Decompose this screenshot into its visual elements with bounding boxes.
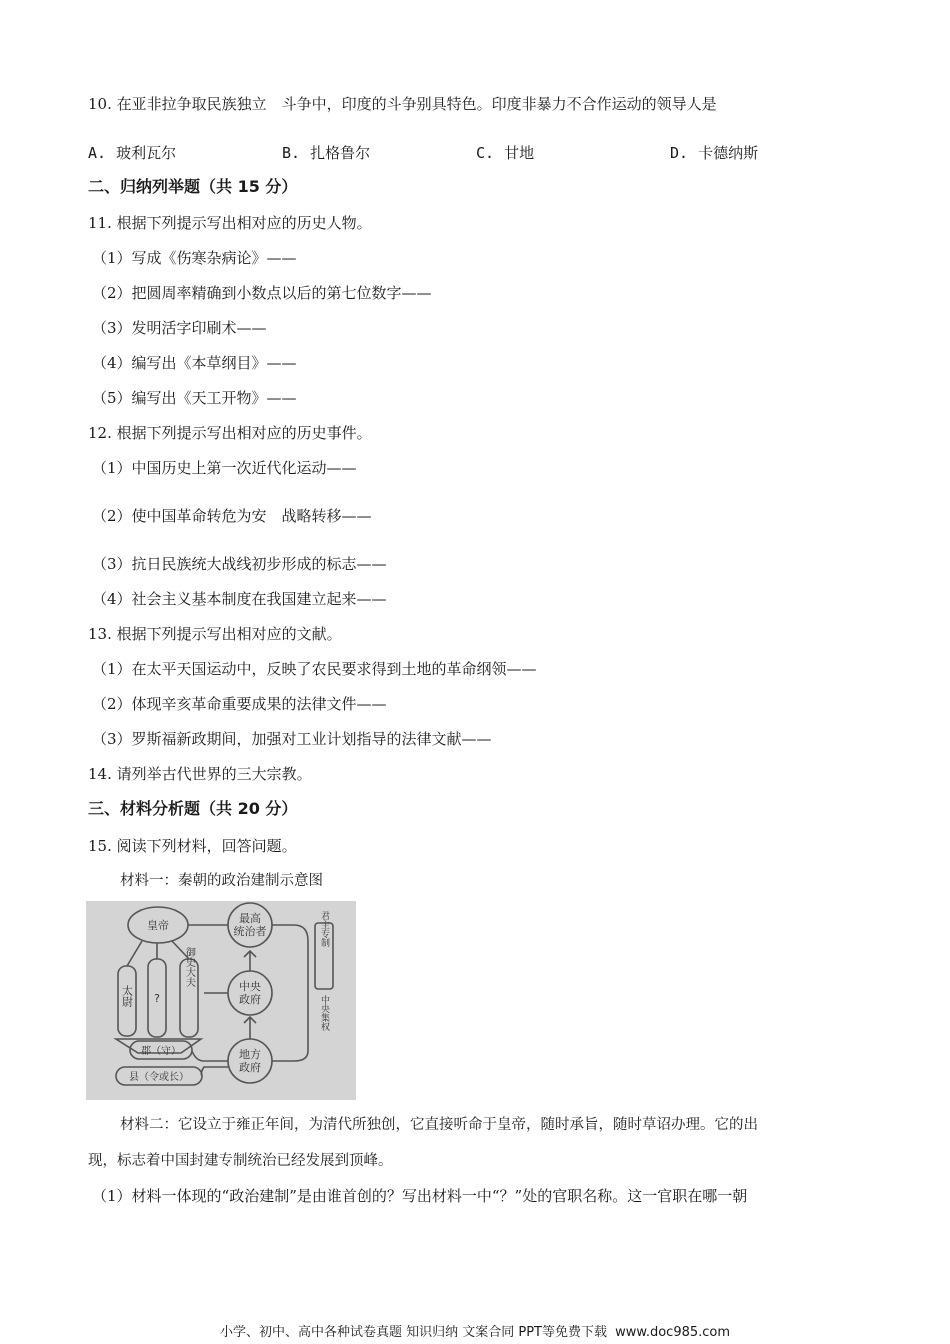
central-gov-label-2: 政府 — [239, 993, 261, 1006]
option-text: 卡德纳斯 — [698, 144, 759, 162]
unknown-official-label: ? — [154, 992, 160, 1005]
q11-stem: 11. 根据下列提示写出相对应的历史人物。 — [88, 214, 372, 232]
q10-option-c — [476, 143, 534, 163]
option-letter: D. — [670, 144, 689, 162]
q10-stem: 10. 在亚非拉争取民族独立 斗争中，印度的斗争别具特色。印度非暴力不合作运动的领导人是 — [88, 95, 717, 113]
section-2-title: 二、归纳列举题（共 15 分） — [88, 177, 298, 196]
q10-option-a — [88, 143, 176, 163]
q11-item-3: （3）发明活字印刷术—— — [92, 319, 267, 337]
autocracy-label: 君主专制 — [319, 911, 329, 947]
q12-item-4: （4）社会主义基本制度在我国建立起来—— — [92, 590, 387, 608]
q10-option-d — [670, 143, 758, 163]
q11-item-5: （5）编写出《天工开物》—— — [92, 389, 297, 407]
qin-political-structure-diagram — [86, 901, 356, 1100]
q14-stem: 14. 请列举古代世界的三大宗教。 — [88, 765, 312, 783]
jun-label: 郡（守） — [141, 1046, 181, 1057]
q12-stem: 12. 根据下列提示写出相对应的历史事件。 — [88, 424, 372, 442]
central-gov-label-1: 中央 — [239, 980, 261, 993]
local-gov-label-1: 地方 — [239, 1048, 261, 1061]
q12-item-3: （3）抗日民族统大战线初步形成的标志—— — [92, 555, 387, 573]
taiwei-label: 太尉 — [120, 985, 134, 1007]
q11-item-4: （4）编写出《本草纲目》—— — [92, 354, 297, 372]
footer-site-link[interactable]: www.doc985.com — [615, 1325, 731, 1340]
q13-item-2: （2）体现辛亥革命重要成果的法律文件—— — [92, 695, 387, 713]
q11-item-1: （1）写成《伤寒杂病论》—— — [92, 249, 297, 267]
material-2-line-2: 现，标志着中国封建专制统治已经发展到顶峰。 — [88, 1153, 393, 1169]
option-letter: B. — [282, 144, 301, 162]
emperor-label: 皇帝 — [147, 919, 169, 932]
q13-item-3: （3）罗斯福新政期间，加强对工业计划指导的法律文献—— — [92, 730, 492, 748]
material-1-caption: 材料一：秦朝的政治建制示意图 — [120, 873, 323, 889]
option-text: 扎格鲁尔 — [310, 144, 371, 162]
option-letter: C. — [476, 144, 495, 162]
yushi-label: 御史大夫 — [183, 947, 195, 987]
q15-sub-1: （1）材料一体现的“政治建制”是由谁首创的？写出材料一中“？”处的官职名称。这一官职在哪一朝 — [92, 1187, 748, 1205]
option-text: 甘地 — [504, 144, 535, 162]
centralization-label: 中央集权 — [319, 995, 329, 1031]
q12-item-2: （2）使中国革命转危为安 战略转移—— — [92, 507, 372, 525]
supreme-ruler-label-2: 统治者 — [233, 925, 267, 938]
q13-stem: 13. 根据下列提示写出相对应的文献。 — [88, 625, 342, 643]
q13-item-1: （1）在太平天国运动中，反映了农民要求得到土地的革命纲领—— — [92, 660, 537, 678]
xian-label: 县（令或长） — [129, 1072, 189, 1083]
local-gov-label-2: 政府 — [239, 1061, 261, 1074]
page-footer — [0, 1324, 950, 1342]
option-letter: A. — [88, 144, 107, 162]
material-2-line-1: 材料二：它设立于雍正年间，为清代所独创，它直接听命于皇帝，随时承旨，随时草诏办理。它的出 — [120, 1117, 758, 1133]
section-3-title: 三、材料分析题（共 20 分） — [88, 799, 298, 818]
option-text: 玻利瓦尔 — [116, 144, 177, 162]
q11-item-2: （2）把圆周率精确到小数点以后的第七位数字—— — [92, 284, 432, 302]
q12-item-1: （1）中国历史上第一次近代化运动—— — [92, 459, 357, 477]
q15-stem: 15. 阅读下列材料，回答问题。 — [88, 837, 297, 855]
footer-text: 小学、初中、高中各种试卷真题 知识归纳 文案合同 PPT等免费下载 — [219, 1325, 607, 1340]
supreme-ruler-label-1: 最高 — [239, 912, 261, 925]
q10-option-b — [282, 143, 370, 163]
